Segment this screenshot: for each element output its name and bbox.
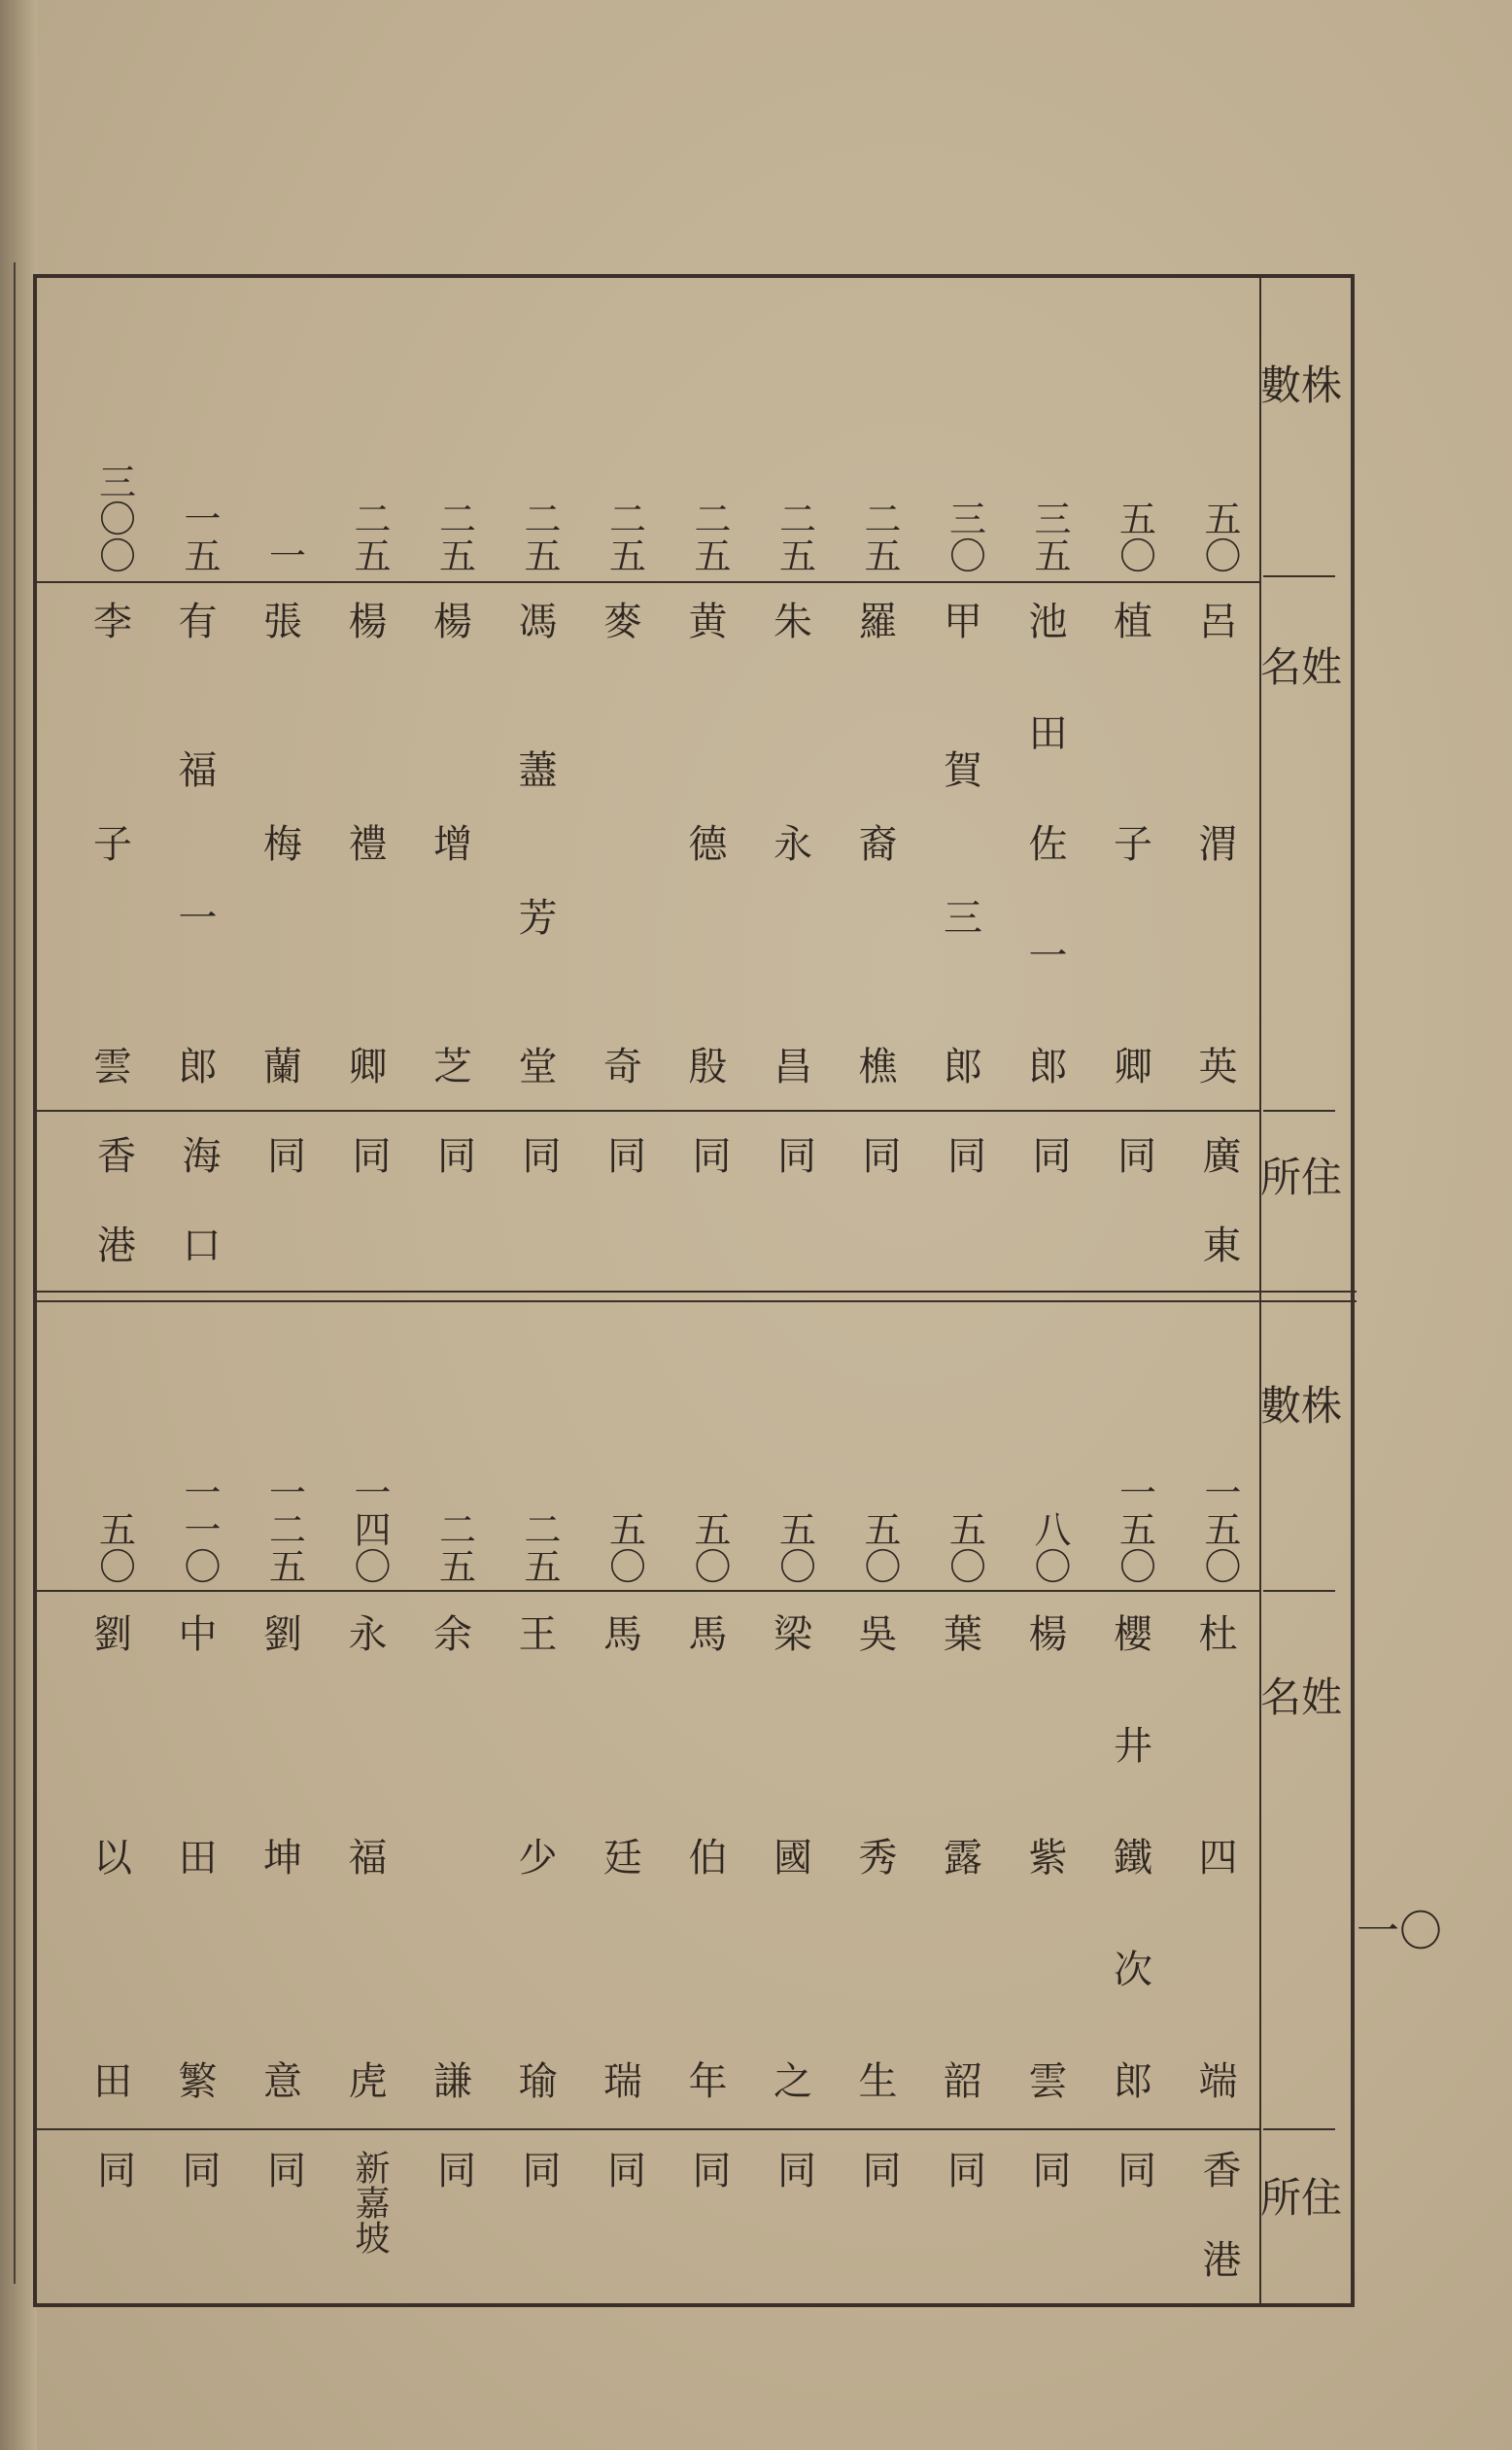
- name-character: 賀: [937, 748, 982, 788]
- name-character: 張: [257, 601, 302, 639]
- name-character: 永: [767, 823, 812, 862]
- address-value: 同: [516, 2150, 561, 2189]
- name-character: 杜: [1192, 1613, 1237, 1652]
- address-value: 同: [1111, 1135, 1156, 1174]
- name-character: 以: [86, 1837, 132, 1876]
- name-character: 楊: [342, 601, 387, 639]
- name-character: 馬: [682, 1613, 727, 1652]
- address-value: 同: [346, 1135, 391, 1174]
- name-character: 韶: [937, 2060, 982, 2099]
- shares-value: 五〇: [858, 1510, 901, 1584]
- shares-value: 三〇: [943, 500, 986, 573]
- name-character: 國: [767, 1837, 812, 1876]
- section-divider-1: [35, 1291, 1357, 1293]
- shares-value: 五〇: [602, 1510, 646, 1584]
- name-character: 郎: [937, 1046, 982, 1085]
- name-character: 芝: [427, 1046, 472, 1085]
- name-character: 麥: [597, 601, 642, 639]
- shares-value: 五〇: [943, 1510, 986, 1584]
- address-value: 香港: [90, 1135, 136, 1314]
- name-character: 露: [937, 1837, 982, 1876]
- name-character: 之: [767, 2060, 812, 2099]
- name-character: 謙: [427, 2060, 472, 2099]
- name-character: 卿: [342, 1046, 387, 1085]
- shares-value: 三〇〇: [92, 463, 136, 573]
- name-character: 少: [512, 1837, 557, 1876]
- header-shares-top: 株數: [1254, 363, 1343, 472]
- address-value: 同: [856, 1135, 901, 1174]
- name-character: 紫: [1022, 1837, 1067, 1876]
- name-character: 一: [1022, 934, 1067, 974]
- name-character: 瑜: [512, 2060, 557, 2099]
- address-value: 同: [176, 2150, 221, 2189]
- name-character: 坤: [257, 1837, 302, 1876]
- name-character: 端: [1192, 2060, 1237, 2099]
- name-character: 楊: [427, 601, 472, 639]
- name-character: 朱: [767, 601, 812, 639]
- name-character: 劉: [257, 1613, 302, 1652]
- page-number: 一〇: [1357, 1907, 1442, 1956]
- address-value: 香港: [1196, 2150, 1241, 2329]
- name-character: 蘭: [257, 1046, 302, 1085]
- name-character: 禮: [342, 823, 387, 862]
- name-character: 伯: [682, 1837, 727, 1876]
- shares-value: 二五: [348, 500, 391, 573]
- name-character: 英: [1192, 1046, 1237, 1085]
- shares-value: 二五: [518, 500, 561, 573]
- name-character: 植: [1107, 601, 1152, 639]
- shares-value: 二五: [432, 500, 476, 573]
- address-value: 同: [771, 1135, 816, 1174]
- shares-value: 二五: [602, 500, 646, 573]
- address-value: 同: [90, 2150, 136, 2189]
- name-character: 生: [852, 2060, 897, 2099]
- name-character: 一: [172, 897, 217, 937]
- name-character: 郎: [1107, 2060, 1152, 2099]
- name-character: 樵: [852, 1046, 897, 1085]
- name-character: 羅: [852, 601, 897, 639]
- name-character: 瑞: [597, 2060, 642, 2099]
- name-character: 田: [172, 1837, 217, 1876]
- name-character: 秀: [852, 1837, 897, 1876]
- address-value: 同: [1111, 2150, 1156, 2189]
- address-value: 同: [856, 2150, 901, 2189]
- name-character: 增: [427, 823, 472, 862]
- name-character: 次: [1107, 1949, 1152, 1987]
- name-character: 葉: [937, 1613, 982, 1652]
- name-character: 昌: [767, 1046, 812, 1085]
- name-character: 芳: [512, 897, 557, 937]
- name-character: 裔: [852, 823, 897, 862]
- address-value: 同: [601, 2150, 646, 2189]
- name-character: 劉: [86, 1613, 132, 1652]
- name-character: 呂: [1192, 601, 1237, 639]
- header-rule-1: [1263, 575, 1335, 577]
- name-character: 井: [1107, 1725, 1152, 1764]
- shares-value: 五〇: [92, 1510, 136, 1584]
- name-character: 廷: [597, 1837, 642, 1876]
- name-character: 梅: [257, 823, 302, 862]
- shares-value: 二五: [432, 1510, 476, 1584]
- header-address-top: 住所: [1254, 1156, 1343, 1245]
- name-character: 馮: [512, 601, 557, 639]
- name-character: 黄: [682, 601, 727, 639]
- shares-value: 二五: [773, 500, 816, 573]
- shares-value: 二五: [518, 1510, 561, 1584]
- shares-value: 一: [262, 536, 306, 573]
- name-character: 雲: [1022, 2060, 1067, 2099]
- name-character: 馬: [597, 1613, 642, 1652]
- address-value: 同: [1026, 1135, 1071, 1174]
- address-value: 同: [1026, 2150, 1071, 2189]
- address-value: 同: [516, 1135, 561, 1174]
- name-character: 三: [937, 897, 982, 937]
- address-value: 同: [601, 1135, 646, 1174]
- header-shares-bottom: 株數: [1254, 1384, 1343, 1493]
- name-character: 藎: [512, 748, 557, 788]
- address-value: 同: [260, 2150, 306, 2189]
- shares-value: 一五〇: [1113, 1473, 1156, 1584]
- top-name-rule: [35, 581, 1259, 583]
- header-address-bottom: 住所: [1254, 2176, 1343, 2265]
- address-value: 同: [430, 1135, 476, 1174]
- name-character: 郎: [172, 1046, 217, 1085]
- name-character: 李: [86, 601, 132, 639]
- name-character: 四: [1192, 1837, 1237, 1876]
- name-character: 郎: [1022, 1046, 1067, 1085]
- name-character: 中: [172, 1613, 217, 1652]
- header-rule-3: [1263, 1300, 1335, 1302]
- shares-value: 一四〇: [348, 1473, 391, 1584]
- address-value: 同: [941, 1135, 986, 1174]
- name-character: 奇: [597, 1046, 642, 1085]
- address-value: 同: [771, 2150, 816, 2189]
- address-value: 新嘉坡: [350, 2150, 390, 2255]
- name-character: 有: [172, 601, 217, 639]
- header-rule-5: [1263, 2128, 1335, 2130]
- shares-value: 一一〇: [178, 1473, 221, 1584]
- name-character: 鐵: [1107, 1837, 1152, 1876]
- bottom-name-rule: [35, 1590, 1259, 1592]
- name-character: 王: [512, 1613, 557, 1652]
- address-value: 海口: [176, 1135, 221, 1314]
- name-character: 田: [1022, 711, 1067, 751]
- name-character: 梁: [767, 1613, 812, 1652]
- shares-value: 五〇: [1198, 500, 1241, 573]
- name-character: 意: [257, 2060, 302, 2099]
- header-name-top: 姓名: [1254, 645, 1343, 1046]
- shares-value: 一五: [178, 500, 221, 573]
- shares-value: 三五: [1028, 500, 1071, 573]
- name-character: 雲: [86, 1046, 132, 1085]
- name-character: 甲: [937, 601, 982, 639]
- shares-value: 一五〇: [1198, 1473, 1241, 1584]
- name-character: 子: [1107, 823, 1152, 862]
- section-divider-2: [35, 1300, 1357, 1302]
- binding-gutter: [0, 0, 37, 2450]
- shares-value: 五〇: [688, 1510, 731, 1584]
- previous-page-rule: [14, 262, 16, 2284]
- name-character: 卿: [1107, 1046, 1152, 1085]
- name-character: 繁: [172, 2060, 217, 2099]
- name-character: 殷: [682, 1046, 727, 1085]
- name-character: 渭: [1192, 823, 1237, 862]
- name-character: 余: [427, 1613, 472, 1652]
- name-character: 櫻: [1107, 1613, 1152, 1652]
- name-character: 池: [1022, 601, 1067, 639]
- name-character: 田: [86, 2060, 132, 2099]
- address-value: 同: [260, 1135, 306, 1174]
- name-character: 楊: [1022, 1613, 1067, 1652]
- header-rule-4: [1263, 1590, 1335, 1592]
- shares-value: 五〇: [1113, 500, 1156, 573]
- name-character: 佐: [1022, 823, 1067, 862]
- shares-value: 二五: [858, 500, 901, 573]
- shares-value: 二五: [688, 500, 731, 573]
- name-character: 子: [86, 823, 132, 862]
- name-character: 堂: [512, 1046, 557, 1085]
- shares-value: 五〇: [773, 1510, 816, 1584]
- bottom-address-rule: [35, 2128, 1259, 2130]
- name-character: 德: [682, 823, 727, 862]
- header-name-bottom: 姓名: [1254, 1675, 1343, 2076]
- top-address-rule: [35, 1110, 1259, 1112]
- shares-value: 八〇: [1028, 1510, 1071, 1584]
- name-character: 福: [342, 1837, 387, 1876]
- name-character: 吳: [852, 1613, 897, 1652]
- name-character: 福: [172, 748, 217, 788]
- address-value: 同: [686, 2150, 731, 2189]
- address-value: 同: [686, 1135, 731, 1174]
- name-character: 年: [682, 2060, 727, 2099]
- address-value: 廣東: [1196, 1135, 1241, 1314]
- name-character: 虎: [342, 2060, 387, 2099]
- shares-value: 一二五: [262, 1473, 306, 1584]
- address-value: 同: [430, 2150, 476, 2189]
- name-character: 永: [342, 1613, 387, 1652]
- address-value: 同: [941, 2150, 986, 2189]
- header-rule-2: [1263, 1110, 1335, 1112]
